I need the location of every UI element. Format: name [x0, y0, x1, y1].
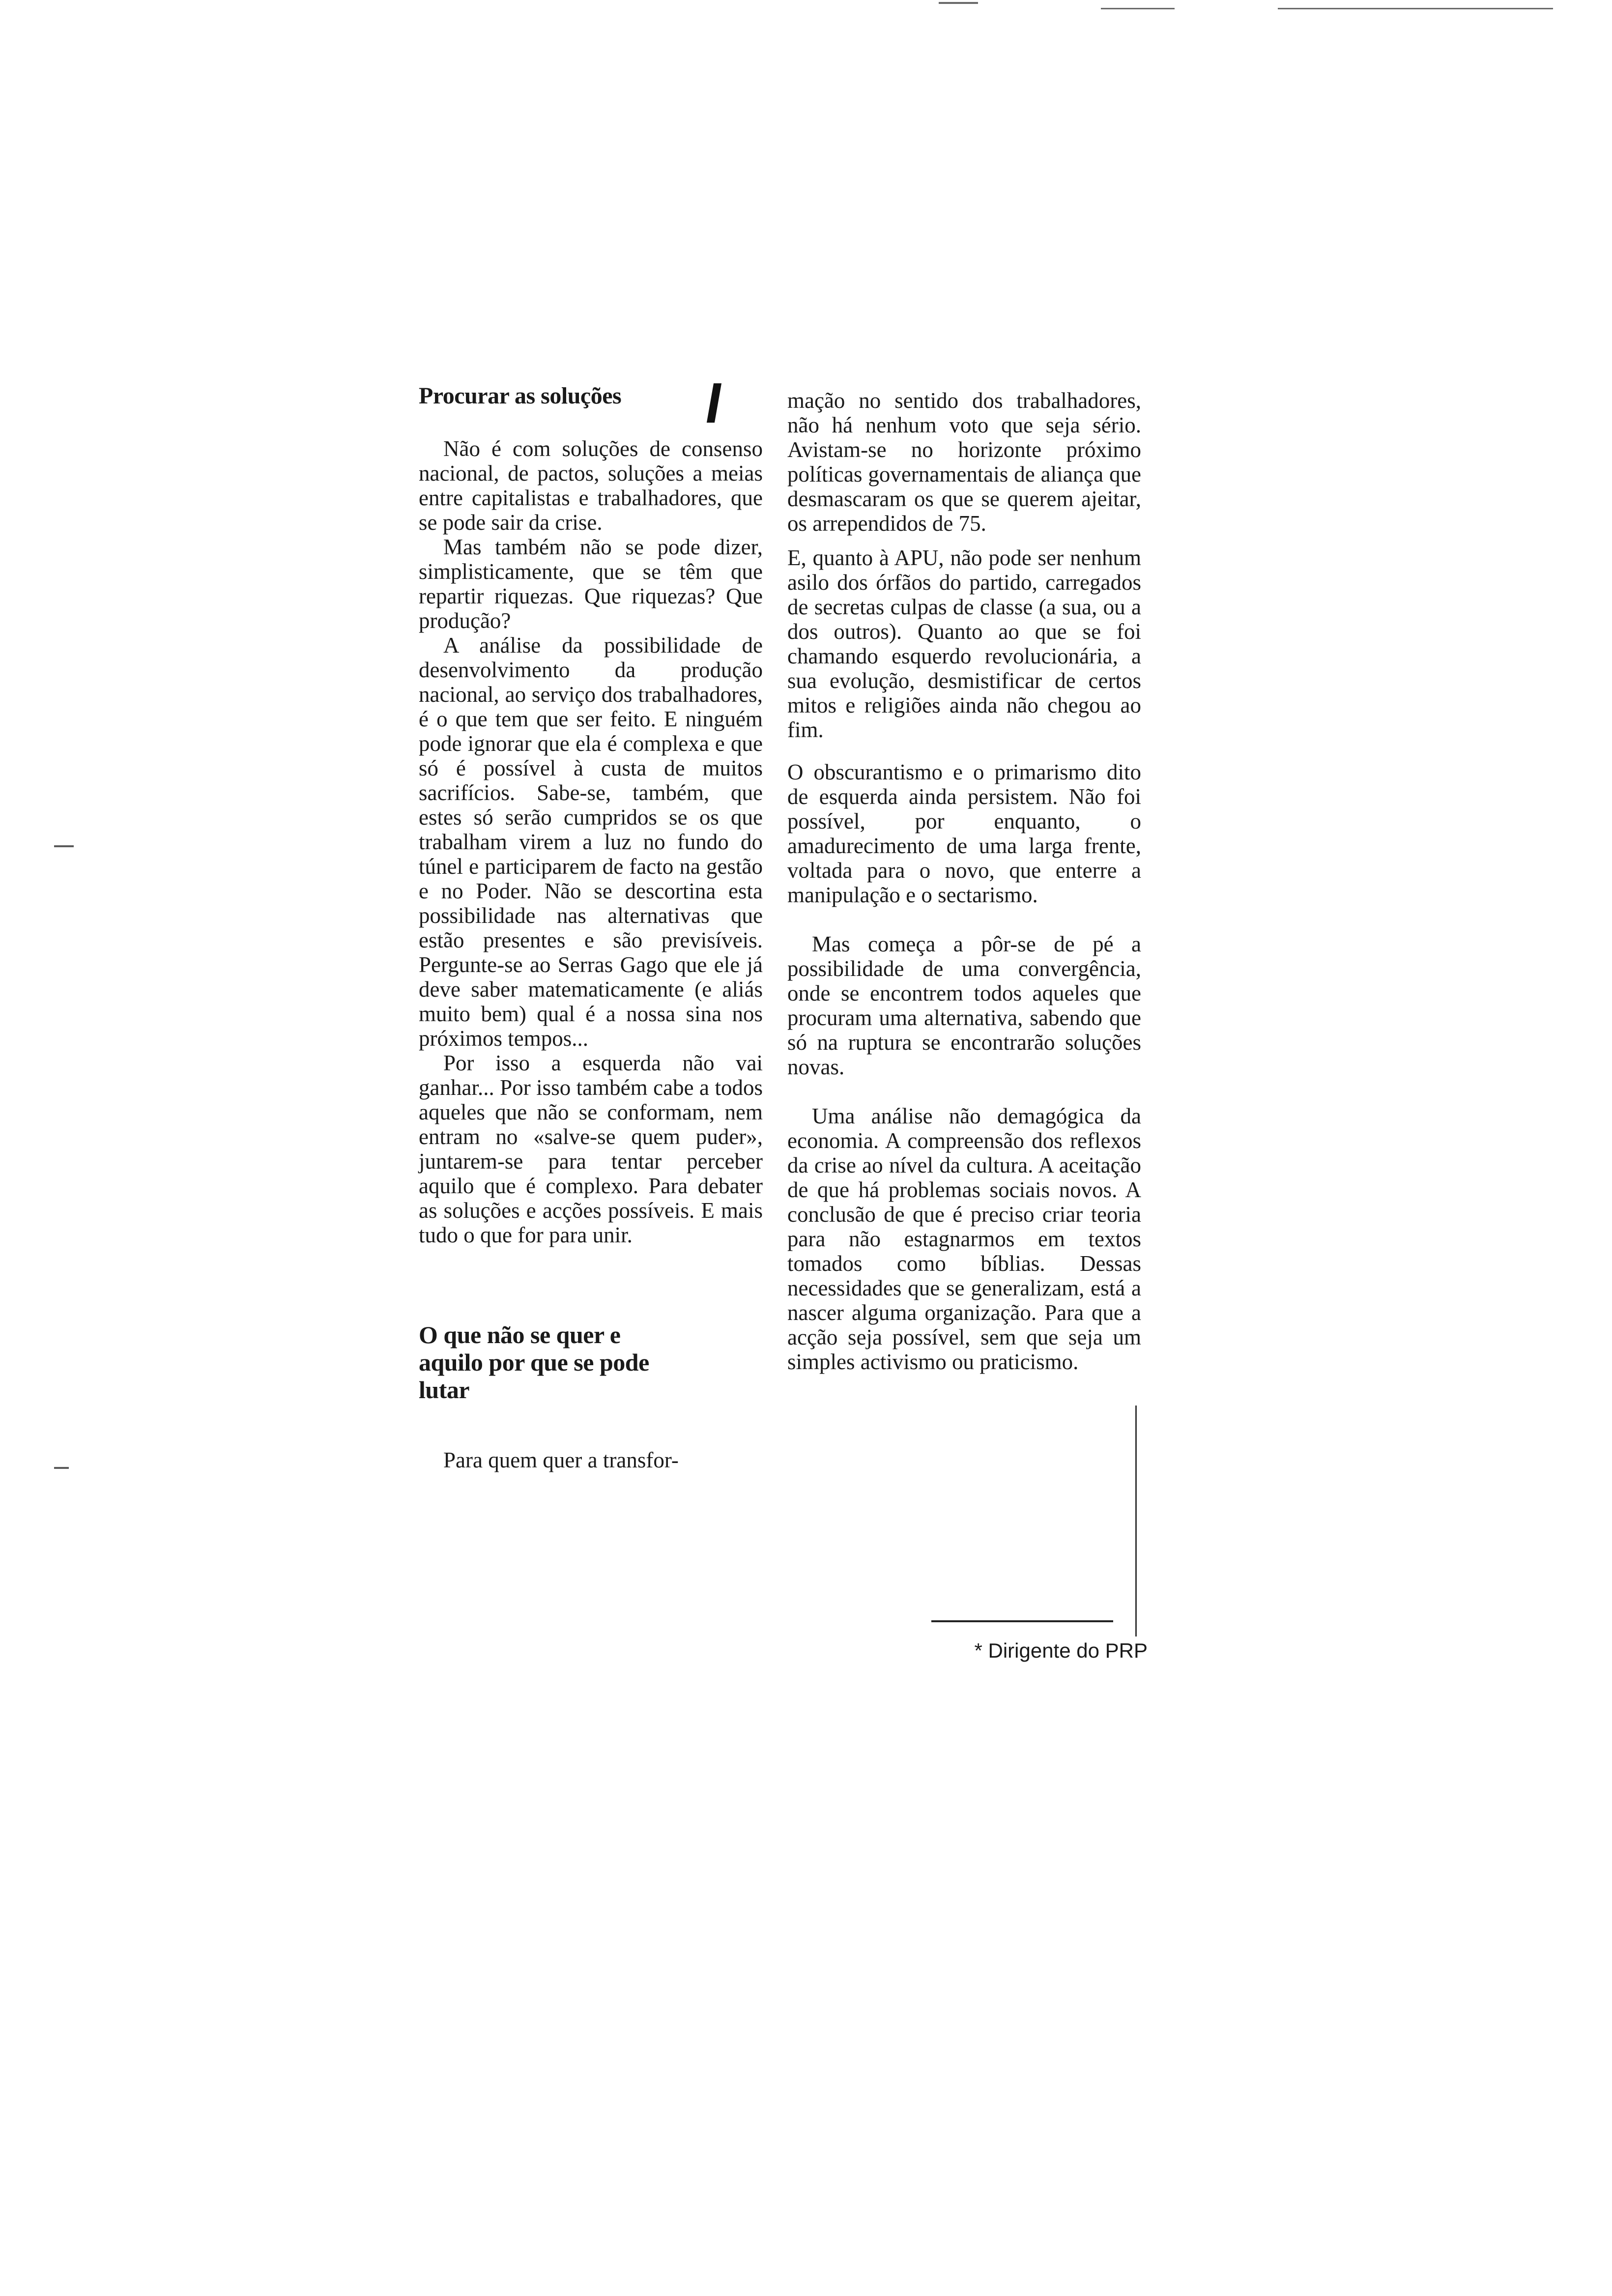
paragraph: Mas começa a pôr-se de pé a possibilidade de uma convergência, onde se encontrem todos aqueles que procuram uma alternativa, sabendo que só na ruptura se encontrarão soluções novas.: [787, 932, 1141, 1079]
scan-edge-line: [1101, 8, 1175, 9]
paragraph: E, quanto à APU, não pode ser nenhum asilo dos órfãos do partido, carregados de secretas culpas de classe (a sua, ou a dos outros). Quanto ao que se foi chamando esquerdo revolucionária, a sua evolução, desmistificar de certos mitos e religiões ainda não chegou ao fim.: [787, 545, 1141, 742]
scan-edge-line: [1278, 8, 1553, 9]
scan-mark: [54, 1467, 69, 1469]
column-edge-line: [1135, 1406, 1137, 1636]
paragraph-continued: mação no sentido dos trabalhadores, não há nenhum voto que seja sério. Avistam-se no horizonte próximo políticas governamentais de aliança que desmascaram os que se querem ajeitar, os arrependidos de 75.: [787, 388, 1141, 536]
footnote-rule: [931, 1620, 1113, 1622]
paragraph: O obscurantismo e o primarismo dito de esquerda ainda persistem. Não foi possível, por enquanto, o amadurecimento de uma larga frente, voltada para o novo, que enterre a manipulação e o sectarismo.: [787, 760, 1141, 907]
scan-edge-line: [939, 2, 978, 4]
paragraph-start: Para quem quer a transfor-: [443, 1448, 679, 1472]
paragraph: A análise da possibilidade de desenvolvimento da produção nacional, ao serviço dos trabalhadores, é o que tem que ser feito. E ninguém pode ignorar que ela é complexa e que só é possível à custa de muitos sacrifícios. Sabe-se, também, que estes só serão cumpridos se os que trabalham virem a luz no fundo do túnel e participarem de facto na gestão e no Poder. Não se descortina esta possibilidade nas alternativas que estão presentes e são previsíveis. Pergunte-se ao Serras Gago que ele já deve saber matematicamente (e aliás muito bem) qual é a nossa sina nos próximos tempos...: [419, 633, 763, 1051]
paragraph: Mas também não se pode dizer, simplisticamente, que se têm que repartir riquezas. Que riquezas? Que produção?: [419, 535, 763, 633]
left-column: [419, 383, 763, 1472]
scan-mark: [54, 845, 74, 847]
paragraph: Uma análise não demagógica da economia. A compreensão dos reflexos da crise ao nível da cultura. A aceitação de que há problemas sociais novos. A conclusão de que é preciso criar teoria para não estagnarmos em textos tomados como bíblias. Dessas necessidades que se generalizam, está a nascer alguma organização. Para que a acção seja possível, sem que seja um simples activismo ou praticismo.: [787, 1104, 1141, 1374]
paragraph: Por isso a esquerda não vai ganhar... Por isso também cabe a todos aqueles que não se conformam, nem entram no «salve-se quem puder», juntarem-se para tentar perceber aquilo que é complexo. Para debater as soluções e acções possíveis. E mais tudo o que for para unir.: [419, 1051, 763, 1247]
right-column: [787, 388, 1141, 1374]
paragraph: Não é com soluções de consenso nacional, de pactos, soluções a meias entre capitalistas e trabalhadores, que se pode sair da crise.: [419, 436, 763, 535]
section-title-o-que-nao-se-quer: O que não se quer e aquilo por que se pode lutar: [419, 1321, 649, 1404]
section-title-procurar: Procurar as soluções: [419, 383, 622, 409]
footnote: * Dirigente do PRP: [974, 1639, 1148, 1662]
